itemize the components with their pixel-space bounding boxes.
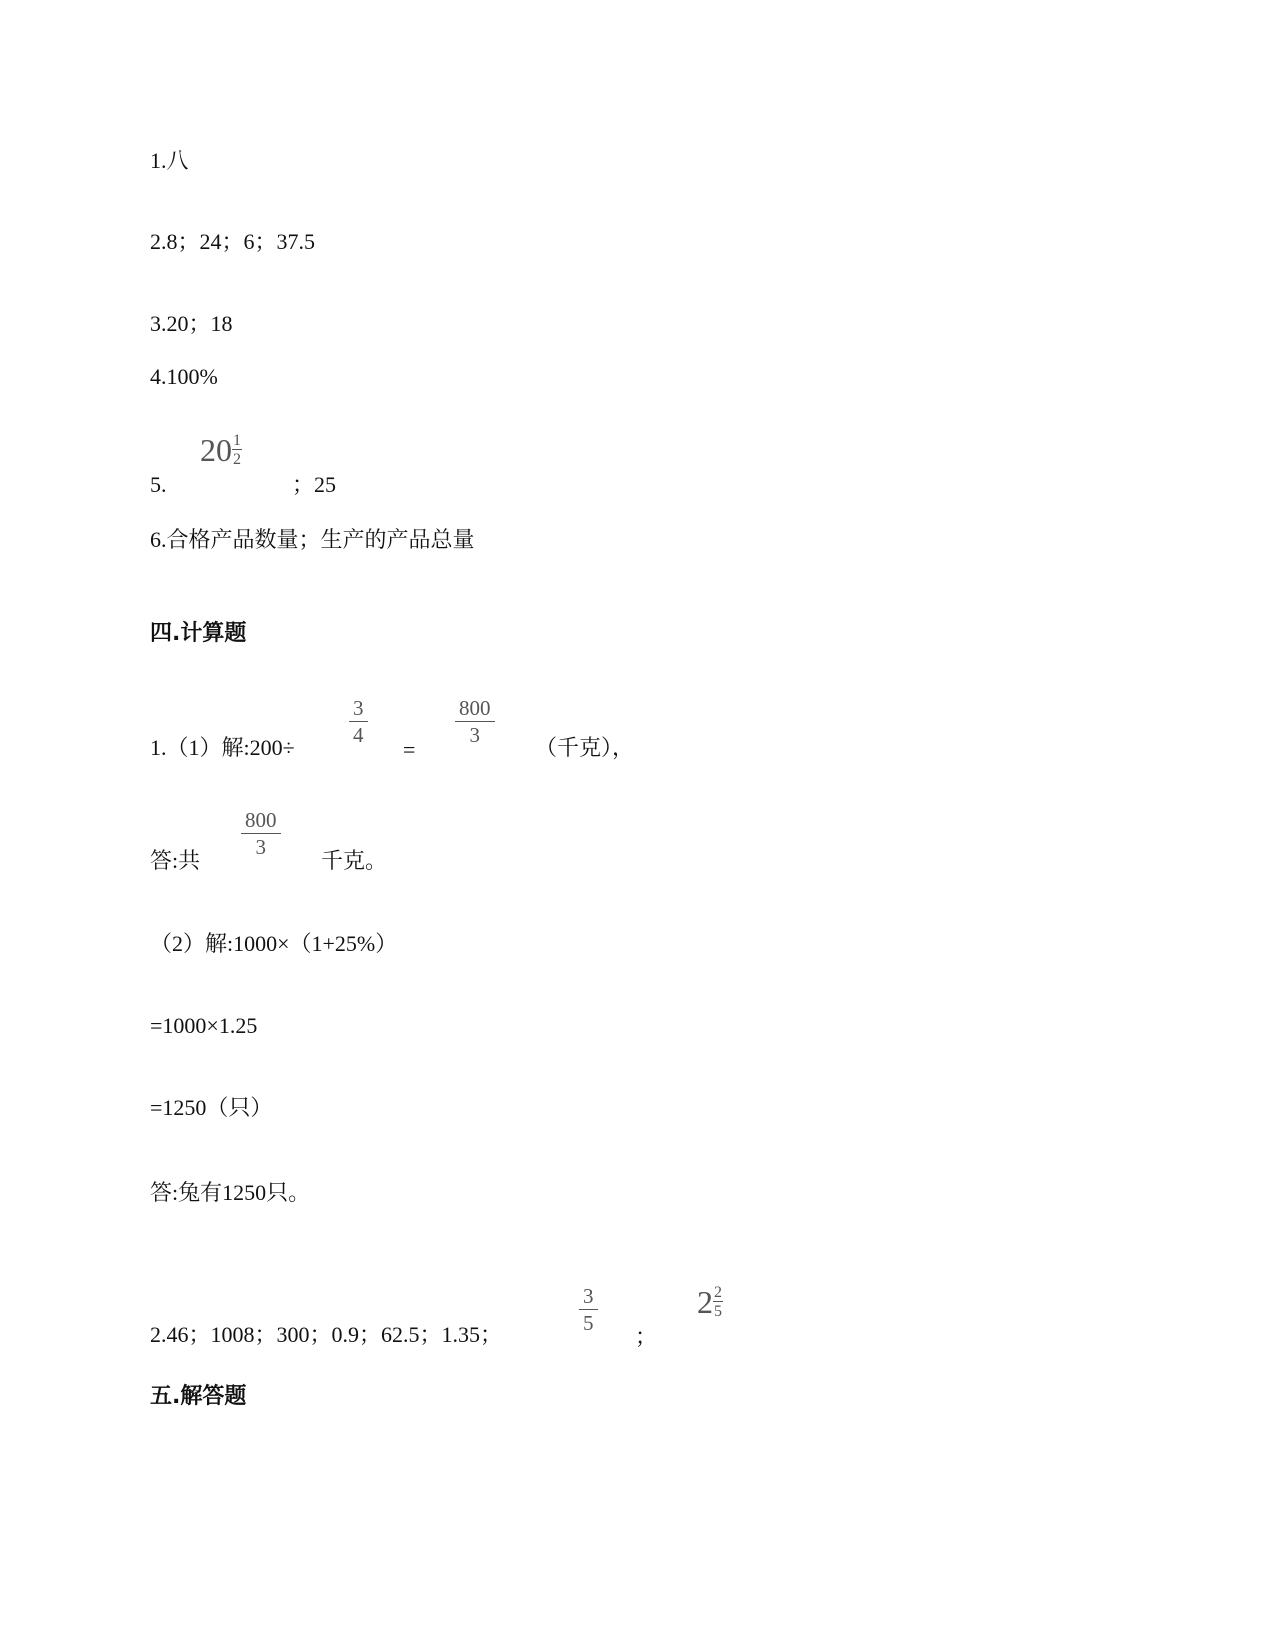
answer-2: 2.8；24；6；37.5 <box>150 229 316 254</box>
mixed-whole: 20 <box>200 432 232 468</box>
fraction-three-fifths <box>579 1284 598 1335</box>
fraction-denominator: 3 <box>469 723 480 747</box>
answer-6: 6.合格产品数量；生产的产品总量 <box>150 527 475 552</box>
answer-4: 4.100% <box>150 364 218 389</box>
equals-sign: = <box>403 737 416 762</box>
section-heading-solutions: 五.解答题 <box>150 1384 247 1409</box>
fraction-denominator: 5 <box>714 1303 722 1320</box>
fraction-800-thirds <box>455 696 495 747</box>
fraction-three-quarters <box>349 696 368 747</box>
q2-mixed-number <box>697 1284 723 1320</box>
q1-part2-answer: 答:兔有1250只。 <box>150 1180 311 1205</box>
fraction-denominator: 4 <box>353 723 364 747</box>
q1-answer-suffix: 千克。 <box>321 848 388 873</box>
fraction-numerator: 3 <box>349 696 368 722</box>
fraction-numerator: 1 <box>233 432 241 449</box>
answer-5-suffix: ；25 <box>292 472 337 497</box>
fraction-numerator: 2 <box>714 1284 722 1301</box>
answer-5-mixed-number <box>200 432 242 468</box>
answer-3: 3.20；18 <box>150 311 233 336</box>
answer-5-prefix: 5. <box>150 472 167 497</box>
fraction-denominator: 3 <box>255 835 266 859</box>
fraction-denominator: 5 <box>583 1311 594 1335</box>
q2-separator: ； <box>635 1324 658 1349</box>
q1-part2-line1: （2）解:1000×（1+25%） <box>150 931 398 956</box>
q1-unit: （千克）， <box>535 735 635 760</box>
mixed-fraction <box>232 432 242 468</box>
fraction-numerator: 800 <box>455 696 495 722</box>
q1-answer-prefix: 答:共 <box>150 848 201 873</box>
fraction-numerator: 3 <box>579 1284 598 1310</box>
mixed-fraction <box>713 1284 723 1320</box>
answer-fraction-800-thirds <box>241 808 281 859</box>
q1-part2-line2: =1000×1.25 <box>150 1013 258 1038</box>
q2-text: 2.46；1008；300；0.9；62.5；1.35； <box>150 1322 503 1347</box>
q1-part2-line3: =1250（只） <box>150 1095 273 1120</box>
fraction-numerator: 800 <box>241 808 281 834</box>
section-heading-calculation: 四.计算题 <box>150 621 247 646</box>
q1-part1-prefix: 1.（1）解:200÷ <box>150 735 295 760</box>
fraction-denominator: 2 <box>233 451 241 468</box>
answer-1: 1.八 <box>150 148 189 173</box>
mixed-whole: 2 <box>697 1284 713 1320</box>
